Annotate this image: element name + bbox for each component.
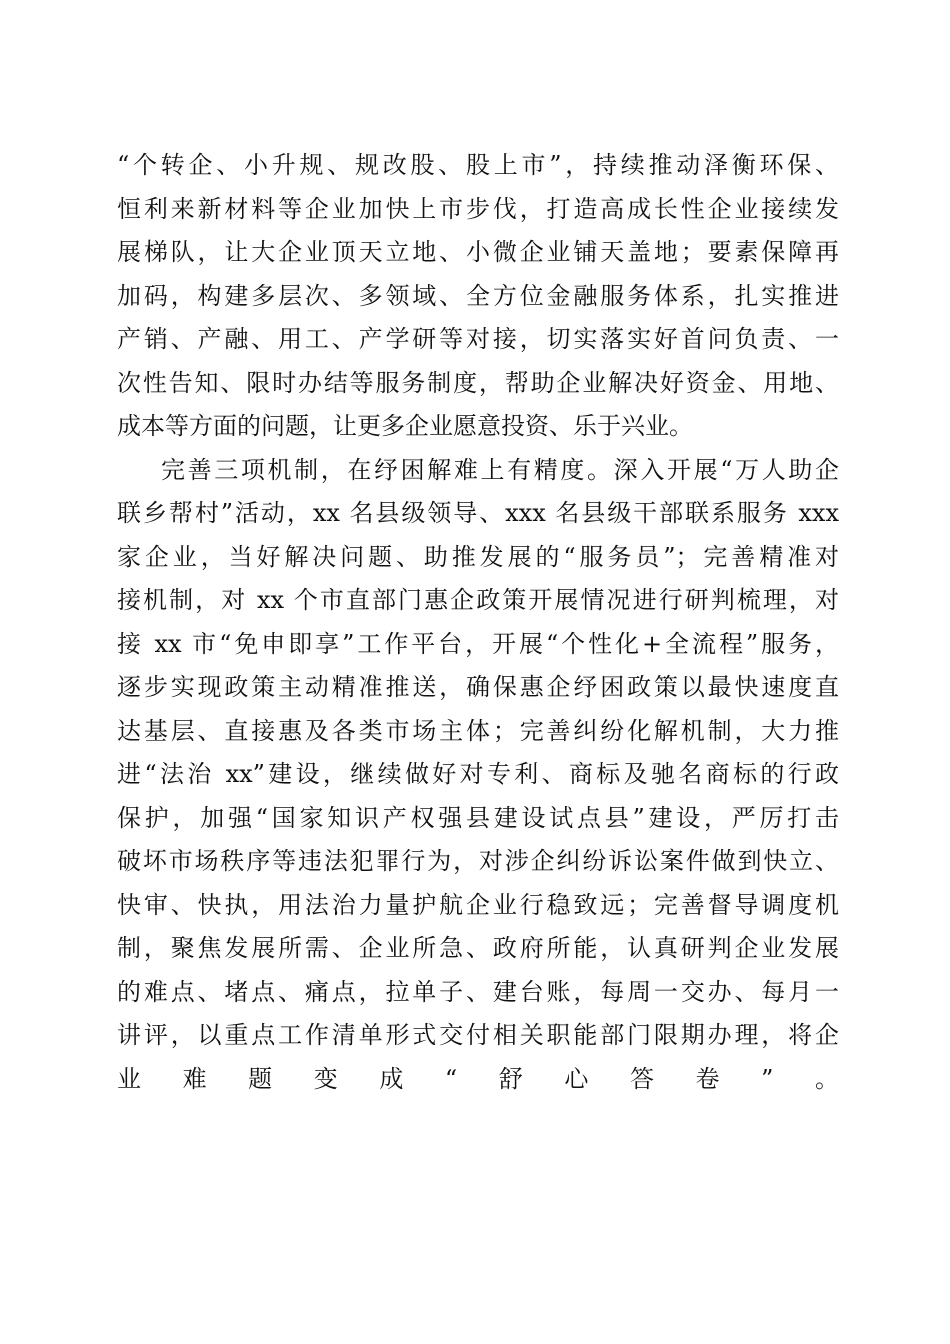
paragraph-heading-line: 完善三项机制，在纾困解难上有精度。深入开展“万人助企	[161, 455, 839, 484]
text-line: 制，聚焦发展所需、企业所急、政府所能，认真研判企业发展	[117, 934, 839, 962]
text-line: 恒利来新材料等企业加快上市步伐，打造高成长性企业接续发	[117, 194, 839, 223]
text-line: 讲评，以重点工作清单形式交付相关职能部门限期办理，将企	[117, 1021, 839, 1049]
text-line: 保护，加强“国家知识产权强县建设试点县”建设，严厉打击	[117, 803, 839, 832]
text-line: 展梯队，让大企业顶天立地、小微企业铺天盖地；要素保障再	[117, 238, 839, 266]
text-line: 接机制，对 xx 个市直部门惠企政策开展情况进行研判梳理，对	[117, 586, 839, 614]
text-line: 联乡帮村”活动，xx 名县级领导、xxx 名县级干部联系服务 xxx	[117, 499, 839, 527]
text-line: “个转企、小升规、规改股、股上市”，持续推动泽衡环保、	[117, 151, 839, 179]
paragraph-1	[117, 144, 839, 449]
text-line: 快审、快执，用法治力量护航企业行稳致远；完善督导调度机	[117, 890, 839, 919]
text-line: 接 xx 市“免申即享”工作平台，开展“个性化+全流程”服务，	[117, 629, 839, 658]
document-body	[117, 144, 839, 1101]
text-line: 家企业，当好解决问题、助推发展的“服务员”；完善精准对	[117, 542, 839, 571]
text-line: 逐步实现政策主动精准推送，确保惠企纾困政策以最快速度直	[117, 673, 839, 701]
text-line: 加码，构建多层次、多领域、全方位金融服务体系，扎实推进	[117, 281, 839, 310]
text-line: 次性告知、限时办结等服务制度，帮助企业解决好资金、用地、	[117, 368, 839, 397]
paragraph-2	[117, 449, 839, 1102]
text-line: 破坏市场秩序等违法犯罪行为，对涉企纠纷诉讼案件做到快立、	[117, 847, 839, 875]
text-line: 进“法治 xx”建设，继续做好对专利、商标及驰名商标的行政	[117, 760, 839, 788]
text-line: 的难点、堵点、痛点，拉单子、建台账，每周一交办、每月一	[117, 977, 839, 1006]
text-line: 达基层、直接惠及各类市场主体；完善纠纷化解机制，大力推	[117, 716, 839, 745]
text-line: 业难题变成“舒心答卷”。	[117, 1064, 839, 1093]
text-line: 产销、产融、用工、产学研等对接，切实落实好首问负责、一	[117, 325, 839, 353]
text-line: 成本等方面的问题，让更多企业愿意投资、乐于兴业。	[117, 412, 693, 440]
